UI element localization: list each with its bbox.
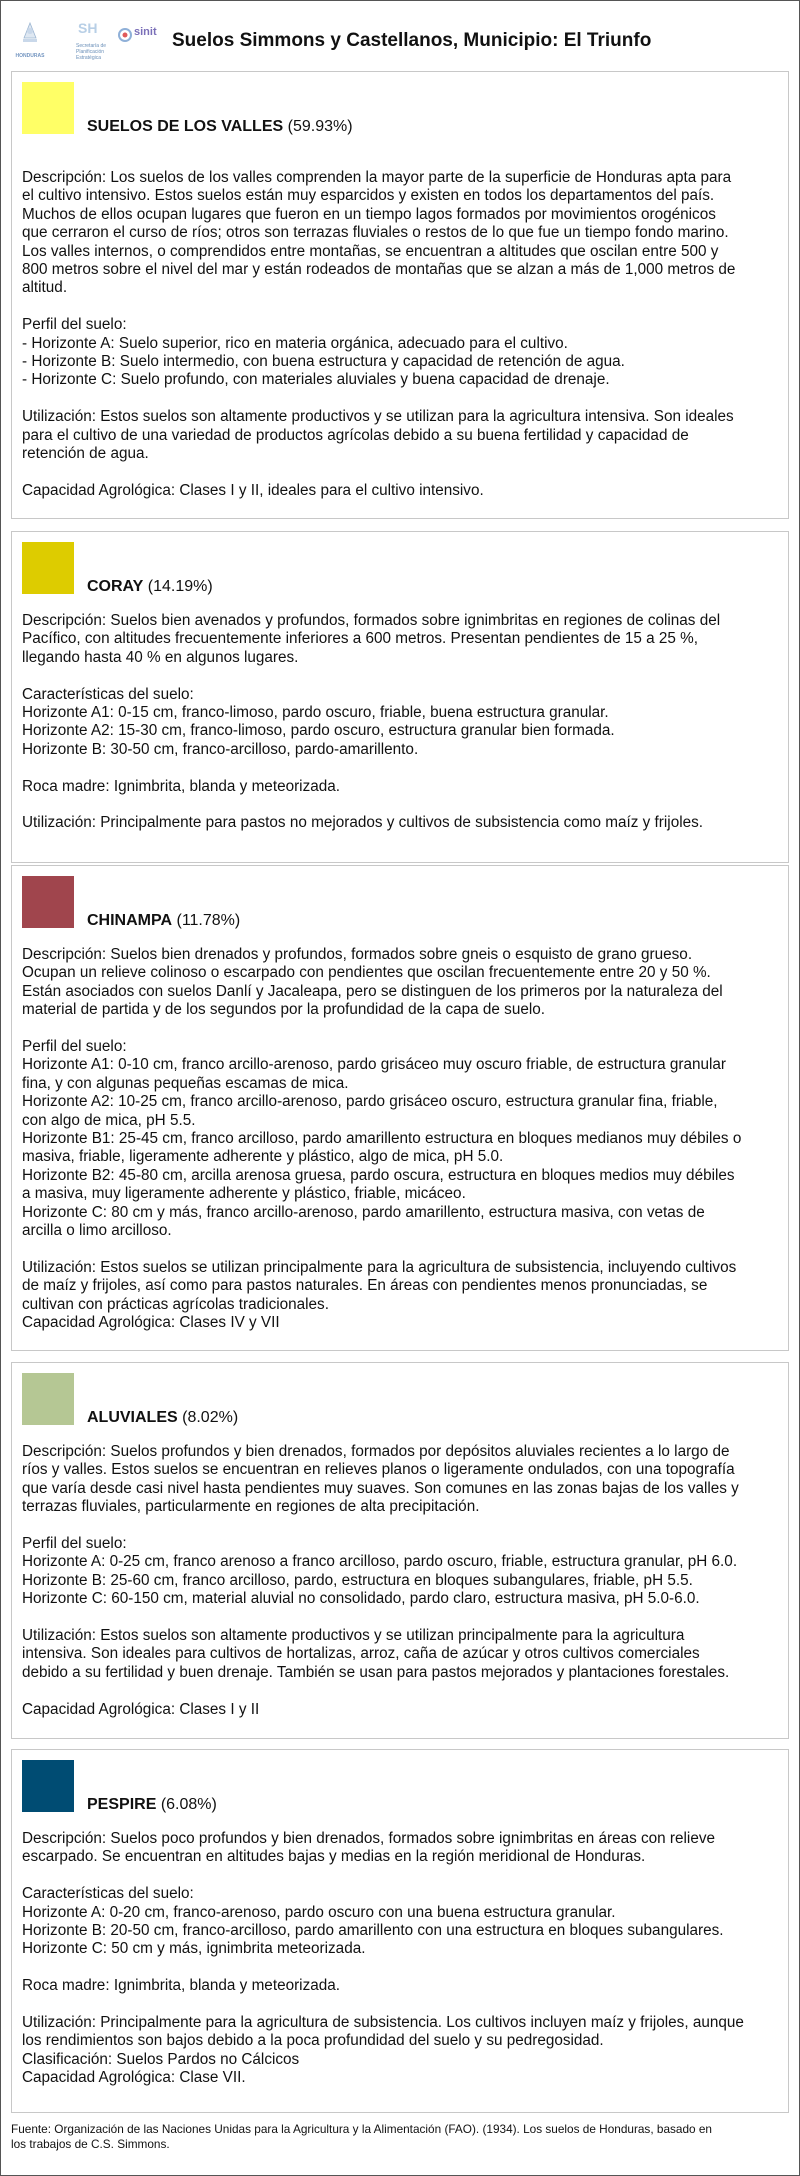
description-line: cultivan con prácticas agrícolas tradicionales. [22,1295,329,1313]
soil-percent: (6.08%) [160,1796,217,1813]
soil-percent: (11.78%) [176,912,241,929]
soil-name [87,912,240,930]
soil-color-swatch [22,1760,74,1812]
description-line: Utilización: Principalmente para pastos no mejorados y cultivos de subsistencia como maíz y frijoles. [22,814,704,832]
soil-card [11,865,789,1351]
description-line: Capacidad Agrológica: Clase VII. [22,2069,246,2087]
description-line: Características del suelo: [22,1885,194,1903]
description-line: material de partida y de los segundos por la profundidad de la capa de suelo. [22,1001,545,1019]
description-line: para el cultivo de una variedad de productos agrícolas debido a su buena fertilidad y capacidad de [22,426,689,444]
soil-color-swatch [22,876,74,928]
description-line: Perfil del suelo: [22,316,127,334]
description-line: Horizonte A: 0-20 cm, franco-arenoso, pardo oscuro con una buena estructura granular. [22,1903,616,1921]
description-line: Características del suelo: [22,685,194,703]
sinit-wordmark: sinit [134,26,157,38]
description-line: Horizonte A1: 0-10 cm, franco arcillo-arenoso, pardo grisáceo muy oscuro friable, de estructura granular [22,1056,727,1074]
description-line: terrazas fluviales, particularmente en regiones de alta precipitación. [22,1498,480,1516]
description-line: llegando hasta 40 % en algunos lugares. [22,648,299,666]
description-line: Descripción: Suelos bien avenados y profundos, formados sobre ignimbritas en regiones de colinas del [22,612,721,629]
description-line: intensiva. Son ideales para cultivos de hortalizas, arroz, caña de azúcar y otros cultivos comerciales [22,1645,700,1663]
description-line: Horizonte A2: 15-30 cm, franco-limoso, pardo oscuro, estructura granular bien formada. [22,722,615,740]
description-line: escarpado. Se encuentran en altitudes bajas y medias en la región meridional de Honduras. [22,1848,646,1866]
soil-percent: (59.93%) [287,118,353,135]
description-line: altitud. [22,279,68,297]
soil-color-swatch [22,1373,74,1425]
description-line: los rendimientos son bajos debido a la poca profundidad del suelo y su pedregosidad. [22,2032,604,2050]
source-footer [11,2122,789,2151]
description-line: Muchos de ellos ocupan lugares que fueron en un tiempo lagos formados por movimientos orogénicos [22,205,716,223]
description-line: - Horizonte A: Suelo superior, rico en materia orgánica, adecuado para el cultivo. [22,334,568,352]
soil-name [87,118,353,136]
description-line: Horizonte A2: 10-25 cm, franco arcillo-arenoso, pardo grisáceo oscuro, estructura granular fina, friable, [22,1093,718,1111]
description-line: Horizonte B: 25-60 cm, franco arcilloso, pardo, estructura en bloques subangulares, friable, pH 5.5. [22,1571,693,1589]
description-line: a masiva, muy ligeramente adherente y plástico, friable, micáceo. [22,1185,466,1203]
soil-name [87,578,213,596]
soil-name-label: CORAY [87,578,144,595]
description-line: Descripción: Los suelos de los valles comprenden la mayor parte de la superficie de Honduras apta para [22,169,732,186]
page-title: Suelos Simmons y Castellanos, Municipio: El Triunfo [172,30,652,51]
description-line: Horizonte C: 80 cm y más, franco arcillo-arenoso, pardo amarillento, estructura masiva, con vetas de [22,1203,705,1221]
soil-name-label: ALUVIALES [87,1409,178,1426]
svg-text:SH: SH [78,20,98,36]
description-line: Horizonte B1: 25-45 cm, franco arcilloso, pardo amarillento estructura en bloques medianos muy débiles o [22,1130,742,1148]
description-line: Perfil del suelo: [22,1038,127,1056]
description-line: Horizonte B2: 45-80 cm, arcilla arenosa gruesa, pardo oscura, estructura en bloques medios muy débiles [22,1166,735,1184]
description-line: Capacidad Agrológica: Clases I y II, ideales para el cultivo intensivo. [22,481,484,499]
soil-description [22,612,784,833]
description-line: Descripción: Suelos profundos y bien drenados, formados por depósitos aluviales recientes a lo largo de [22,1443,730,1460]
description-line: Ocupan un relieve colinoso o escarpado con pendientes que oscilan frecuentemente entre 20 y 50 %. [22,964,711,982]
soil-description [22,1830,784,2088]
description-line: Horizonte C: 60-150 cm, material aluvial no consolidado, pardo claro, estructura masiva, pH 5.0-6.0. [22,1590,700,1608]
soil-percent: (8.02%) [182,1409,239,1426]
footer-line: los trabajos de C.S. Simmons. [11,2136,170,2151]
honduras-emblem-icon [10,18,50,48]
planificacion-emblem-icon [60,18,110,38]
description-line: Clasificación: Suelos Pardos no Cálcicos [22,2050,300,2068]
description-line: Horizonte A1: 0-15 cm, franco-limoso, pardo oscuro, friable, buena estructura granular. [22,704,609,722]
soil-name-label: PESPIRE [87,1796,157,1813]
soil-color-swatch [22,542,74,594]
description-line: Utilización: Estos suelos son altamente productivos y se utilizan principalmente para la agricultura [22,1627,685,1645]
description-line: Horizonte B: 30-50 cm, franco-arcilloso, pardo-amarillento. [22,740,419,758]
description-line: de maíz y frijoles, así como para pastos naturales. En áreas con pendientes menos pronunciadas, se [22,1277,708,1295]
description-line: Capacidad Agrológica: Clases IV y VII [22,1314,280,1332]
description-line: Pacífico, con altitudes frecuentemente inferiores a 600 metros. Presentan pendientes de 15 a 25 %, [22,630,699,648]
description-line: - Horizonte C: Suelo profundo, con materiales aluviales y buena capacidad de drenaje. [22,371,610,389]
sinit-logo [116,26,166,51]
description-line: - Horizonte B: Suelo intermedio, con buena estructura y capacidad de retención de agua. [22,353,625,371]
description-line: Capacidad Agrológica: Clases I y II [22,1700,260,1718]
soil-card [11,1749,789,2113]
description-line: Están asociados con suelos Danlí y Jacaleapa, pero se distinguen de los primeros por la naturaleza del [22,982,723,1000]
description-line: masiva, friable, ligeramente adherente y plástico, algo de mica, pH 5.0. [22,1148,504,1166]
planificacion-logo: SH Secretaría de Planificación Estratégica [60,18,110,61]
description-line: Horizonte B: 20-50 cm, franco-arcilloso, pardo amarillento con una estructura en bloques subangulares. [22,1922,724,1940]
description-line: Utilización: Principalmente para la agricultura de subsistencia. Los cultivos incluyen maíz y frijoles, aunque [22,2014,744,2032]
soil-card [11,1362,789,1739]
soil-description [22,1443,784,1719]
description-line: Utilización: Estos suelos se utilizan principalmente para la agricultura de subsistencia, incluyendo cultivos [22,1258,737,1276]
soil-name-label: SUELOS DE LOS VALLES [87,118,284,135]
description-line: fina, y con algunas pequeñas escamas de mica. [22,1074,349,1092]
description-line: que cerraron el curso de ríos; otros son terrazas fluviales o restos de lo que fue un tiempo fondo marino. [22,224,729,242]
soil-percent: (14.19%) [147,578,213,595]
soil-color-swatch [22,82,74,134]
description-line: el cultivo intensivo. Estos suelos están muy esparcidos y existen en todos los departamentos del país. [22,187,715,205]
description-line: Perfil del suelo: [22,1535,127,1553]
description-line: 800 metros sobre el nivel del mar y están rodeados de montañas que se alzan a más de 1,000 metros de [22,261,736,279]
soil-description [22,946,784,1333]
soil-card [11,531,789,863]
description-line: debido a su fertilidad y buen drenaje. También se usan para pastos mejorados y plantaciones forestales. [22,1663,730,1681]
soil-description [22,169,784,500]
description-line: Roca madre: Ignimbrita, blanda y meteorizada. [22,1977,340,1995]
soil-name [87,1409,238,1427]
footer-line: Fuente: Organización de las Naciones Unidas para la Agricultura y la Alimentación (FAO). (1934). Los suelos de Honduras, basado en [11,2122,712,2136]
description-line: retención de agua. [22,445,149,463]
soil-name-label: CHINAMPA [87,912,173,929]
description-line: arcilla o limo arcilloso. [22,1222,172,1240]
page-header [0,0,800,72]
description-line: Los valles internos, o comprendidos entre montañas, se encuentran a altitudes que oscilan entre 500 y [22,242,719,260]
description-line: Roca madre: Ignimbrita, blanda y meteorizada. [22,777,340,795]
description-line: con algo de mica, pH 5.5. [22,1111,196,1129]
description-line: Descripción: Suelos bien drenados y profundos, formados sobre gneis o esquisto de grano grueso. [22,946,693,963]
soil-name [87,1796,217,1814]
description-line: Horizonte A: 0-25 cm, franco arenoso a franco arcilloso, pardo oscuro, friable, estructura granular, pH 6.0. [22,1553,738,1571]
description-line: ríos y valles. Estos suelos se encuentran en relieves planos o ligeramente ondulados, con una topografía [22,1461,735,1479]
description-line: Horizonte C: 50 cm y más, ignimbrita meteorizada. [22,1940,366,1958]
description-line: Descripción: Suelos poco profundos y bien drenados, formados sobre ignimbritas en áreas con relieve [22,1830,715,1847]
description-line: Utilización: Estos suelos son altamente productivos y se utilizan para la agricultura intensiva. Son ideales [22,408,734,426]
soil-card [11,71,789,519]
honduras-logo: HONDURAS [10,18,50,59]
description-line: que varía desde casi nivel hasta pendientes muy suaves. Son comunes en las zonas bajas de los valles y [22,1479,739,1497]
